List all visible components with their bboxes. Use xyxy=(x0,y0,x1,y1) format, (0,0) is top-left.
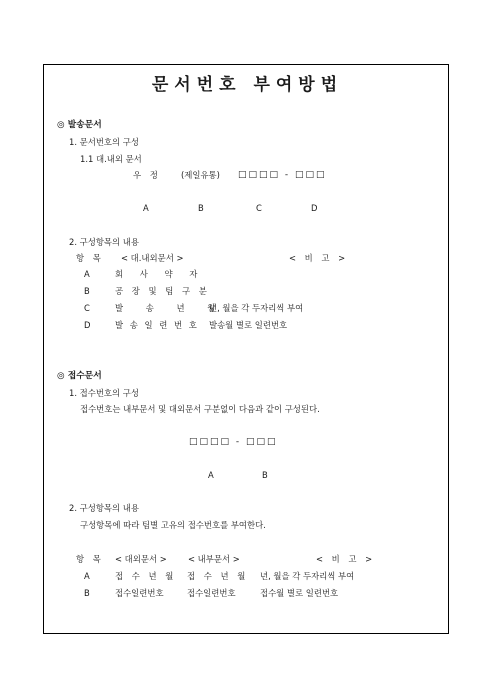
code-letter-b: B xyxy=(262,470,268,480)
item-1-label: 1. 접수번호의 구성 xyxy=(69,388,139,398)
description: 접수번호는 내부문서 및 대외문서 구분없이 다음과 같이 구성된다. xyxy=(80,404,320,414)
row-internal: 접수일련번호 xyxy=(187,588,236,598)
column-note-header: < 비 고 > xyxy=(316,554,376,564)
column-item-header: 항 목 xyxy=(76,554,104,564)
row-value: 공 장 및 팀 구 분 xyxy=(115,286,210,296)
column-internal-header: < 내부문서 > xyxy=(188,554,240,564)
code-letter-a: A xyxy=(208,470,214,480)
item-1-1-label: 1.1 대.내외 문서 xyxy=(80,154,142,164)
row-note: 접수월 별로 일련번호 xyxy=(260,588,339,598)
row-key: D xyxy=(84,320,91,330)
row-key: B xyxy=(84,588,90,598)
document-frame xyxy=(43,64,449,634)
section-heading-outgoing: ◎ 발송문서 xyxy=(57,120,102,130)
row-key: C xyxy=(84,303,90,313)
column-note-header: < 비 고 > xyxy=(289,253,349,263)
item-1-label: 1. 문서번호의 구성 xyxy=(69,137,139,147)
column-item-header: 항 목 xyxy=(76,253,104,263)
code-letter-a: A xyxy=(143,203,149,213)
stamp-note: (제일유통) xyxy=(181,170,220,180)
item-2-label: 2. 구성항목의 내용 xyxy=(69,503,139,513)
row-note: 년, 월을 각 두자리씩 부여 xyxy=(260,571,355,581)
code-letter-d: D xyxy=(311,203,318,213)
row-external: 접 수 년 월 xyxy=(115,571,177,581)
incoming-code-format: □□□□ - □□□ xyxy=(189,437,278,447)
row-note: 년, 월을 각 두자리씩 부여 xyxy=(209,303,304,313)
description: 구성항목에 따라 팀별 고유의 접수번호를 부여한다. xyxy=(80,520,266,530)
section-heading-incoming: ◎ 접수문서 xyxy=(57,371,102,381)
item-2-label: 2. 구성항목의 내용 xyxy=(69,237,139,247)
stamp-label: 우 정 xyxy=(133,170,161,180)
column-external-header: < 대외문서 > xyxy=(115,554,167,564)
code-letter-b: B xyxy=(198,203,204,213)
document-title: 문서번호 부여방법 xyxy=(151,75,344,95)
row-external: 접수일련번호 xyxy=(115,588,164,598)
row-internal: 접 수 년 월 xyxy=(187,571,249,581)
column-doc-header: < 대.내외문서 > xyxy=(121,253,184,263)
row-note: 발송월 별로 일련번호 xyxy=(209,320,288,330)
row-value: 회 사 약 자 xyxy=(115,269,205,279)
row-key: B xyxy=(84,286,90,296)
code-letter-c: C xyxy=(256,203,262,213)
row-value: 발 송 년 월 xyxy=(115,303,226,313)
row-key: A xyxy=(84,269,90,279)
row-value: 발 송 일 련 번 호 xyxy=(115,320,199,330)
outgoing-code-format: □□□□ - □□□ xyxy=(238,170,327,180)
row-key: A xyxy=(84,571,90,581)
